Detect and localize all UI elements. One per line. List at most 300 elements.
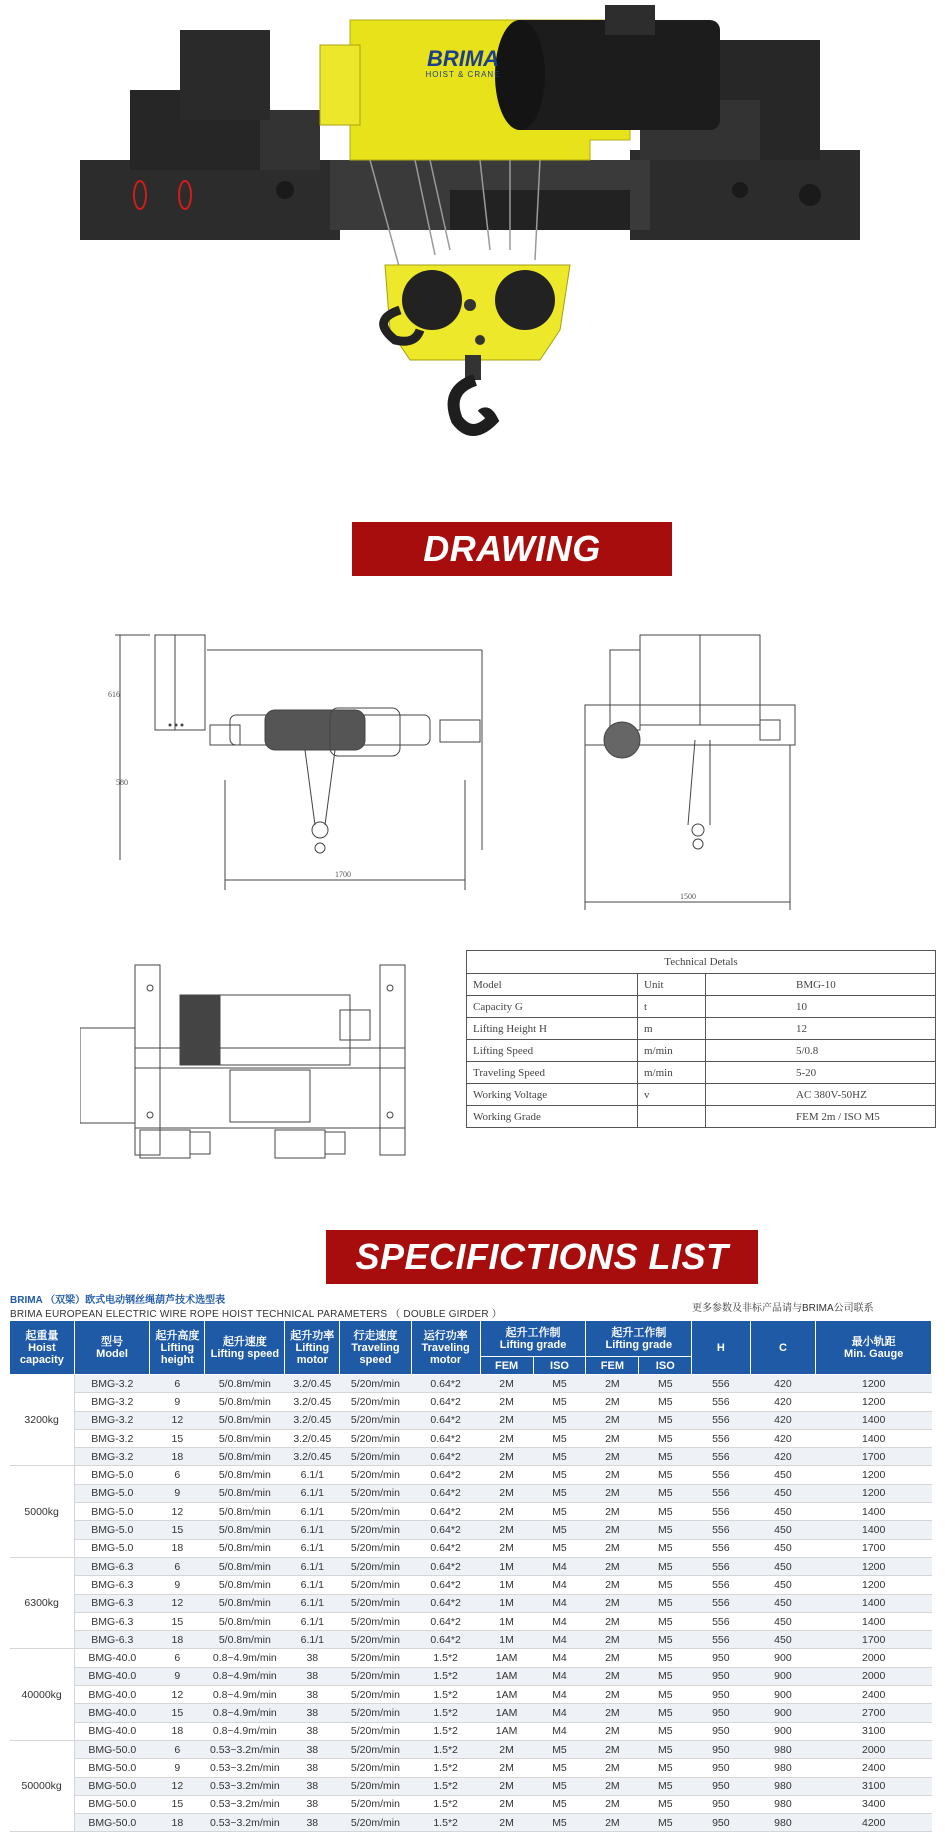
cell-travel-motor: 0.64*2: [411, 1411, 480, 1429]
cell-motor: 38: [285, 1814, 340, 1832]
cell-c: 450: [750, 1576, 816, 1594]
cell-speed: 0.53~3.2m/min: [205, 1795, 285, 1813]
cell-travel: 5/20m/min: [340, 1557, 411, 1575]
cell-height: 12: [150, 1594, 205, 1612]
col-iso-1: ISO: [533, 1357, 586, 1375]
front-view-drawing: [110, 630, 490, 890]
drawing-banner: [352, 522, 672, 576]
cell-c: 450: [750, 1503, 816, 1521]
cell-h: 950: [692, 1740, 750, 1758]
cell-h: 556: [692, 1557, 750, 1575]
cell-height: 9: [150, 1576, 205, 1594]
cell-gauge: 1200: [816, 1393, 932, 1411]
dim-580: 580: [116, 778, 128, 787]
cell-gauge: 1700: [816, 1631, 932, 1649]
cell-fem: 2M: [480, 1814, 533, 1832]
cell-iso: M5: [639, 1649, 692, 1667]
col-capacity-cn: 起重量: [25, 1329, 59, 1342]
table-row: [10, 1594, 932, 1612]
dim-1700: 1700: [335, 870, 351, 879]
cell-motor: 38: [285, 1704, 340, 1722]
cell-travel: 5/20m/min: [340, 1686, 411, 1704]
col-gauge-cn: 最小轨距: [851, 1335, 896, 1348]
cell-travel: 5/20m/min: [340, 1814, 411, 1832]
cell-speed: 5/0.8m/min: [205, 1557, 285, 1575]
cell-height: 15: [150, 1704, 205, 1722]
cell-gauge: 2000: [816, 1667, 932, 1685]
cell-h: 950: [692, 1795, 750, 1813]
spec-title-cn: BRIMA （双梁）欧式电动钢丝绳葫芦技术选型表: [10, 1295, 226, 1306]
cell-gauge: 2000: [816, 1740, 932, 1758]
capacity-cell: 3200kg: [10, 1375, 75, 1466]
technical-details-table: [466, 950, 936, 1128]
cell-motor: 38: [285, 1722, 340, 1740]
cell-fem: 2M: [480, 1759, 533, 1777]
cell-model: BMG-3.2: [74, 1448, 150, 1466]
cell-iso: M5: [639, 1722, 692, 1740]
cell-travel-motor: 1.5*2: [411, 1740, 480, 1758]
cell-speed: 5/0.8m/min: [205, 1393, 285, 1411]
col-travel-en: Traveling speed: [351, 1341, 400, 1366]
cell-travel: 5/20m/min: [340, 1759, 411, 1777]
cell-gauge: 3400: [816, 1795, 932, 1813]
cell-speed: 5/0.8m/min: [205, 1429, 285, 1447]
cell-h: 556: [692, 1375, 750, 1393]
cell-h: 950: [692, 1722, 750, 1740]
cell-gauge: 1400: [816, 1612, 932, 1630]
cell-motor: 6.1/1: [285, 1594, 340, 1612]
cell-fem: 2M: [586, 1576, 639, 1594]
cell-height: 6: [150, 1740, 205, 1758]
cell-motor: 38: [285, 1686, 340, 1704]
cell-fem: 2M: [586, 1704, 639, 1722]
cell-gauge: 1400: [816, 1503, 932, 1521]
cell-travel-motor: 1.5*2: [411, 1686, 480, 1704]
cell-fem: 1AM: [480, 1722, 533, 1740]
cell-h: 556: [692, 1429, 750, 1447]
cell-height: 18: [150, 1631, 205, 1649]
table-row: [10, 1375, 932, 1393]
cell-h: 556: [692, 1576, 750, 1594]
col-speed: [205, 1321, 285, 1375]
dim-1500: 1500: [680, 892, 696, 901]
cell-travel: 5/20m/min: [340, 1722, 411, 1740]
col-speed-cn: 起升速度: [222, 1335, 267, 1348]
capacity-cell: 6300kg: [10, 1557, 75, 1648]
cell-iso: M5: [533, 1466, 586, 1484]
cell-iso: M5: [639, 1557, 692, 1575]
tech-row: [467, 1040, 936, 1062]
cell-iso: M5: [639, 1466, 692, 1484]
cell-c: 420: [750, 1393, 816, 1411]
cell-travel-motor: 0.64*2: [411, 1631, 480, 1649]
table-row: [10, 1576, 932, 1594]
table-row: [10, 1631, 932, 1649]
cell-iso: M5: [533, 1740, 586, 1758]
cell-iso: M5: [639, 1814, 692, 1832]
drawing-banner-text: DRAWING: [423, 528, 601, 569]
cell-fem: 2M: [586, 1649, 639, 1667]
table-row: [10, 1557, 932, 1575]
cell-travel: 5/20m/min: [340, 1411, 411, 1429]
cell-height: 12: [150, 1411, 205, 1429]
cell-gauge: 2400: [816, 1759, 932, 1777]
table-row: [10, 1539, 932, 1557]
cell-travel: 5/20m/min: [340, 1612, 411, 1630]
cell-c: 980: [750, 1740, 816, 1758]
cell-travel-motor: 0.64*2: [411, 1594, 480, 1612]
cell-motor: 6.1/1: [285, 1484, 340, 1502]
cell-c: 900: [750, 1722, 816, 1740]
col-gauge: [816, 1321, 932, 1375]
cell-motor: 38: [285, 1740, 340, 1758]
cell-iso: M5: [639, 1667, 692, 1685]
table-row: [10, 1649, 932, 1667]
cell-gauge: 1400: [816, 1521, 932, 1539]
cell-gauge: 1700: [816, 1539, 932, 1557]
col-h: H: [692, 1321, 750, 1375]
cell-speed: 5/0.8m/min: [205, 1521, 285, 1539]
col-travel-motor: [411, 1321, 480, 1375]
cell-travel: 5/20m/min: [340, 1503, 411, 1521]
hoist-product-image: [70, 0, 870, 480]
col-grade2: [586, 1321, 692, 1357]
cell-fem: 1AM: [480, 1649, 533, 1667]
tech-row: [467, 996, 936, 1018]
plan-view-drawing: [80, 960, 435, 1160]
tech-row: [467, 974, 936, 996]
cell-travel: 5/20m/min: [340, 1667, 411, 1685]
tech-unit: m/min: [638, 1040, 706, 1062]
side-view-drawing: [580, 630, 800, 910]
cell-fem: 2M: [586, 1795, 639, 1813]
cell-height: 9: [150, 1759, 205, 1777]
cell-iso: M5: [533, 1759, 586, 1777]
table-row: [10, 1612, 932, 1630]
cell-h: 556: [692, 1539, 750, 1557]
cell-motor: 6.1/1: [285, 1539, 340, 1557]
specifications-table-body: [10, 1375, 932, 1832]
spec-contact-note: 更多参数及非标产品请与BRIMA公司联系: [692, 1303, 874, 1314]
col-motor-cn: 起升功率: [290, 1329, 335, 1342]
cell-fem: 2M: [586, 1667, 639, 1685]
cell-model: BMG-3.2: [74, 1375, 150, 1393]
cell-iso: M5: [533, 1539, 586, 1557]
cell-iso: M5: [639, 1393, 692, 1411]
tech-value: 5-20: [706, 1062, 936, 1084]
cell-model: BMG-6.3: [74, 1557, 150, 1575]
cell-iso: M5: [639, 1484, 692, 1502]
cell-h: 950: [692, 1814, 750, 1832]
col-gauge-en: Min. Gauge: [844, 1347, 904, 1360]
cell-fem: 1AM: [480, 1686, 533, 1704]
col-iso-2: ISO: [639, 1357, 692, 1375]
cell-model: BMG-40.0: [74, 1722, 150, 1740]
cell-height: 15: [150, 1429, 205, 1447]
cell-h: 556: [692, 1521, 750, 1539]
cell-motor: 3.2/0.45: [285, 1411, 340, 1429]
spec-title-en: BRIMA EUROPEAN ELECTRIC WIRE ROPE HOIST TECHNICAL PARAMETERS （ DOUBLE GIRDER ）: [10, 1309, 502, 1320]
cell-gauge: 3100: [816, 1722, 932, 1740]
cell-c: 450: [750, 1631, 816, 1649]
cell-height: 6: [150, 1557, 205, 1575]
cell-c: 450: [750, 1466, 816, 1484]
specifications-banner-text: SPECIFICTIONS LIST: [355, 1236, 729, 1277]
cell-speed: 5/0.8m/min: [205, 1448, 285, 1466]
cell-fem: 2M: [480, 1777, 533, 1795]
cell-speed: 5/0.8m/min: [205, 1594, 285, 1612]
tech-value: AC 380V-50HZ: [706, 1084, 936, 1106]
tech-label: Lifting Height H: [467, 1018, 638, 1040]
cell-motor: 6.1/1: [285, 1612, 340, 1630]
cell-travel: 5/20m/min: [340, 1795, 411, 1813]
cell-travel: 5/20m/min: [340, 1631, 411, 1649]
tech-row: [467, 1106, 936, 1128]
cell-model: BMG-6.3: [74, 1594, 150, 1612]
cell-c: 900: [750, 1686, 816, 1704]
cell-c: 420: [750, 1429, 816, 1447]
cell-travel: 5/20m/min: [340, 1466, 411, 1484]
cell-fem: 2M: [480, 1503, 533, 1521]
cell-fem: 2M: [480, 1521, 533, 1539]
col-travel: [340, 1321, 411, 1375]
cell-fem: 2M: [586, 1612, 639, 1630]
tech-label: Capacity G: [467, 996, 638, 1018]
cell-motor: 6.1/1: [285, 1521, 340, 1539]
cell-model: BMG-40.0: [74, 1686, 150, 1704]
cell-gauge: 4200: [816, 1814, 932, 1832]
cell-fem: 2M: [480, 1411, 533, 1429]
cell-fem: 2M: [586, 1521, 639, 1539]
table-row: [10, 1814, 932, 1832]
cell-h: 556: [692, 1466, 750, 1484]
tech-label: Traveling Speed: [467, 1062, 638, 1084]
cell-iso: M5: [639, 1777, 692, 1795]
technical-details-title: Technical Detals: [467, 951, 936, 974]
cell-height: 9: [150, 1667, 205, 1685]
cell-fem: 2M: [586, 1539, 639, 1557]
cell-model: BMG-40.0: [74, 1704, 150, 1722]
cell-gauge: 1700: [816, 1448, 932, 1466]
cell-c: 450: [750, 1557, 816, 1575]
cell-gauge: 1200: [816, 1484, 932, 1502]
cell-height: 9: [150, 1484, 205, 1502]
cell-model: BMG-5.0: [74, 1484, 150, 1502]
cell-speed: 0.8~4.9m/min: [205, 1704, 285, 1722]
table-row: [10, 1503, 932, 1521]
capacity-cell: 40000kg: [10, 1649, 75, 1740]
cell-fem: 2M: [586, 1686, 639, 1704]
cell-height: 12: [150, 1503, 205, 1521]
cell-gauge: 1200: [816, 1557, 932, 1575]
cell-h: 556: [692, 1503, 750, 1521]
cell-fem: 2M: [586, 1722, 639, 1740]
cell-travel-motor: 1.5*2: [411, 1649, 480, 1667]
cell-motor: 3.2/0.45: [285, 1375, 340, 1393]
cell-travel-motor: 0.64*2: [411, 1503, 480, 1521]
cell-speed: 5/0.8m/min: [205, 1411, 285, 1429]
cell-iso: M5: [533, 1503, 586, 1521]
tech-label: Model: [467, 974, 638, 996]
col-grade2-en: Lifting grade: [605, 1338, 673, 1351]
cell-travel: 5/20m/min: [340, 1539, 411, 1557]
cell-iso: M5: [533, 1484, 586, 1502]
cell-height: 12: [150, 1686, 205, 1704]
cell-iso: M4: [533, 1704, 586, 1722]
cell-fem: 2M: [586, 1777, 639, 1795]
cell-fem: 2M: [480, 1448, 533, 1466]
cell-h: 950: [692, 1686, 750, 1704]
cell-c: 900: [750, 1667, 816, 1685]
cell-iso: M4: [533, 1576, 586, 1594]
cell-travel-motor: 1.5*2: [411, 1814, 480, 1832]
cell-travel-motor: 1.5*2: [411, 1777, 480, 1795]
cell-fem: 2M: [586, 1759, 639, 1777]
cell-iso: M5: [639, 1429, 692, 1447]
cell-c: 900: [750, 1704, 816, 1722]
dim-616: 616: [108, 690, 120, 699]
cell-fem: 1AM: [480, 1667, 533, 1685]
cell-travel-motor: 0.64*2: [411, 1484, 480, 1502]
cell-gauge: 2400: [816, 1686, 932, 1704]
table-row: [10, 1777, 932, 1795]
cell-motor: 38: [285, 1667, 340, 1685]
cell-c: 450: [750, 1594, 816, 1612]
cell-fem: 2M: [586, 1411, 639, 1429]
cell-speed: 5/0.8m/min: [205, 1539, 285, 1557]
cell-speed: 5/0.8m/min: [205, 1484, 285, 1502]
cell-motor: 6.1/1: [285, 1631, 340, 1649]
cell-fem: 2M: [480, 1375, 533, 1393]
cell-c: 980: [750, 1814, 816, 1832]
cell-iso: M4: [533, 1686, 586, 1704]
cell-model: BMG-50.0: [74, 1795, 150, 1813]
cell-height: 18: [150, 1814, 205, 1832]
tech-unit: [638, 1106, 706, 1128]
col-height-cn: 起升高度: [155, 1329, 200, 1342]
tech-row: [467, 1062, 936, 1084]
logo-tagline: HOIST & CRANE: [425, 70, 501, 79]
cell-travel: 5/20m/min: [340, 1594, 411, 1612]
tech-value: 5/0.8: [706, 1040, 936, 1062]
cell-h: 556: [692, 1393, 750, 1411]
cell-motor: 38: [285, 1795, 340, 1813]
cell-motor: 38: [285, 1759, 340, 1777]
cell-h: 556: [692, 1484, 750, 1502]
cell-iso: M5: [639, 1411, 692, 1429]
col-grade1-cn: 起升工作制: [505, 1326, 561, 1339]
cell-c: 450: [750, 1612, 816, 1630]
capacity-cell: 5000kg: [10, 1466, 75, 1557]
cell-fem: 2M: [586, 1448, 639, 1466]
cell-travel-motor: 1.5*2: [411, 1722, 480, 1740]
col-fem-1: FEM: [480, 1357, 533, 1375]
cell-iso: M5: [533, 1393, 586, 1411]
cell-gauge: 1200: [816, 1466, 932, 1484]
cell-c: 980: [750, 1795, 816, 1813]
cell-iso: M4: [533, 1722, 586, 1740]
table-row: [10, 1484, 932, 1502]
cell-fem: 2M: [586, 1503, 639, 1521]
cell-speed: 5/0.8m/min: [205, 1466, 285, 1484]
cell-gauge: 1200: [816, 1375, 932, 1393]
cell-iso: M5: [639, 1539, 692, 1557]
cell-height: 15: [150, 1612, 205, 1630]
cell-model: BMG-5.0: [74, 1503, 150, 1521]
cell-iso: M4: [533, 1631, 586, 1649]
cell-model: BMG-5.0: [74, 1466, 150, 1484]
col-height-en: Lifting height: [160, 1341, 195, 1366]
cell-c: 450: [750, 1521, 816, 1539]
cell-motor: 6.1/1: [285, 1557, 340, 1575]
cell-model: BMG-3.2: [74, 1411, 150, 1429]
cell-travel-motor: 0.64*2: [411, 1521, 480, 1539]
cell-fem: 2M: [586, 1740, 639, 1758]
table-row: [10, 1704, 932, 1722]
cell-speed: 0.8~4.9m/min: [205, 1722, 285, 1740]
cell-c: 980: [750, 1759, 816, 1777]
tech-label: Lifting Speed: [467, 1040, 638, 1062]
cell-motor: 6.1/1: [285, 1576, 340, 1594]
cell-travel-motor: 1.5*2: [411, 1795, 480, 1813]
specifications-table: [9, 1320, 932, 1832]
cell-fem: 2M: [586, 1466, 639, 1484]
cell-h: 556: [692, 1612, 750, 1630]
tech-unit: m/min: [638, 1062, 706, 1084]
cell-h: 950: [692, 1777, 750, 1795]
table-row: [10, 1448, 932, 1466]
col-c: C: [750, 1321, 816, 1375]
cell-travel: 5/20m/min: [340, 1740, 411, 1758]
cell-travel-motor: 0.64*2: [411, 1393, 480, 1411]
cell-iso: M5: [639, 1375, 692, 1393]
cell-gauge: 2700: [816, 1704, 932, 1722]
cell-height: 6: [150, 1375, 205, 1393]
cell-speed: 5/0.8m/min: [205, 1576, 285, 1594]
col-model-en: Model: [96, 1347, 128, 1360]
col-capacity: [10, 1321, 75, 1375]
cell-iso: M4: [533, 1594, 586, 1612]
cell-iso: M5: [533, 1411, 586, 1429]
cell-c: 980: [750, 1777, 816, 1795]
tech-value: BMG-10: [706, 974, 936, 996]
table-row: [10, 1722, 932, 1740]
cell-iso: M5: [639, 1686, 692, 1704]
cell-model: BMG-50.0: [74, 1759, 150, 1777]
cell-height: 15: [150, 1521, 205, 1539]
cell-model: BMG-6.3: [74, 1612, 150, 1630]
cell-iso: M5: [639, 1576, 692, 1594]
table-row: [10, 1759, 932, 1777]
cell-c: 900: [750, 1649, 816, 1667]
cell-fem: 2M: [586, 1594, 639, 1612]
table-row: [10, 1466, 932, 1484]
cell-travel: 5/20m/min: [340, 1704, 411, 1722]
logo-brand: BRIMA: [426, 46, 500, 71]
cell-travel-motor: 0.64*2: [411, 1448, 480, 1466]
cell-travel-motor: 1.5*2: [411, 1759, 480, 1777]
cell-speed: 0.53~3.2m/min: [205, 1777, 285, 1795]
cell-h: 950: [692, 1759, 750, 1777]
col-grade1: [480, 1321, 586, 1357]
tech-label: Working Grade: [467, 1106, 638, 1128]
tech-value: FEM 2m / ISO M5: [706, 1106, 936, 1128]
cell-height: 18: [150, 1539, 205, 1557]
cell-h: 950: [692, 1667, 750, 1685]
brima-logo: [408, 48, 518, 79]
cell-iso: M4: [533, 1557, 586, 1575]
table-row: [10, 1740, 932, 1758]
